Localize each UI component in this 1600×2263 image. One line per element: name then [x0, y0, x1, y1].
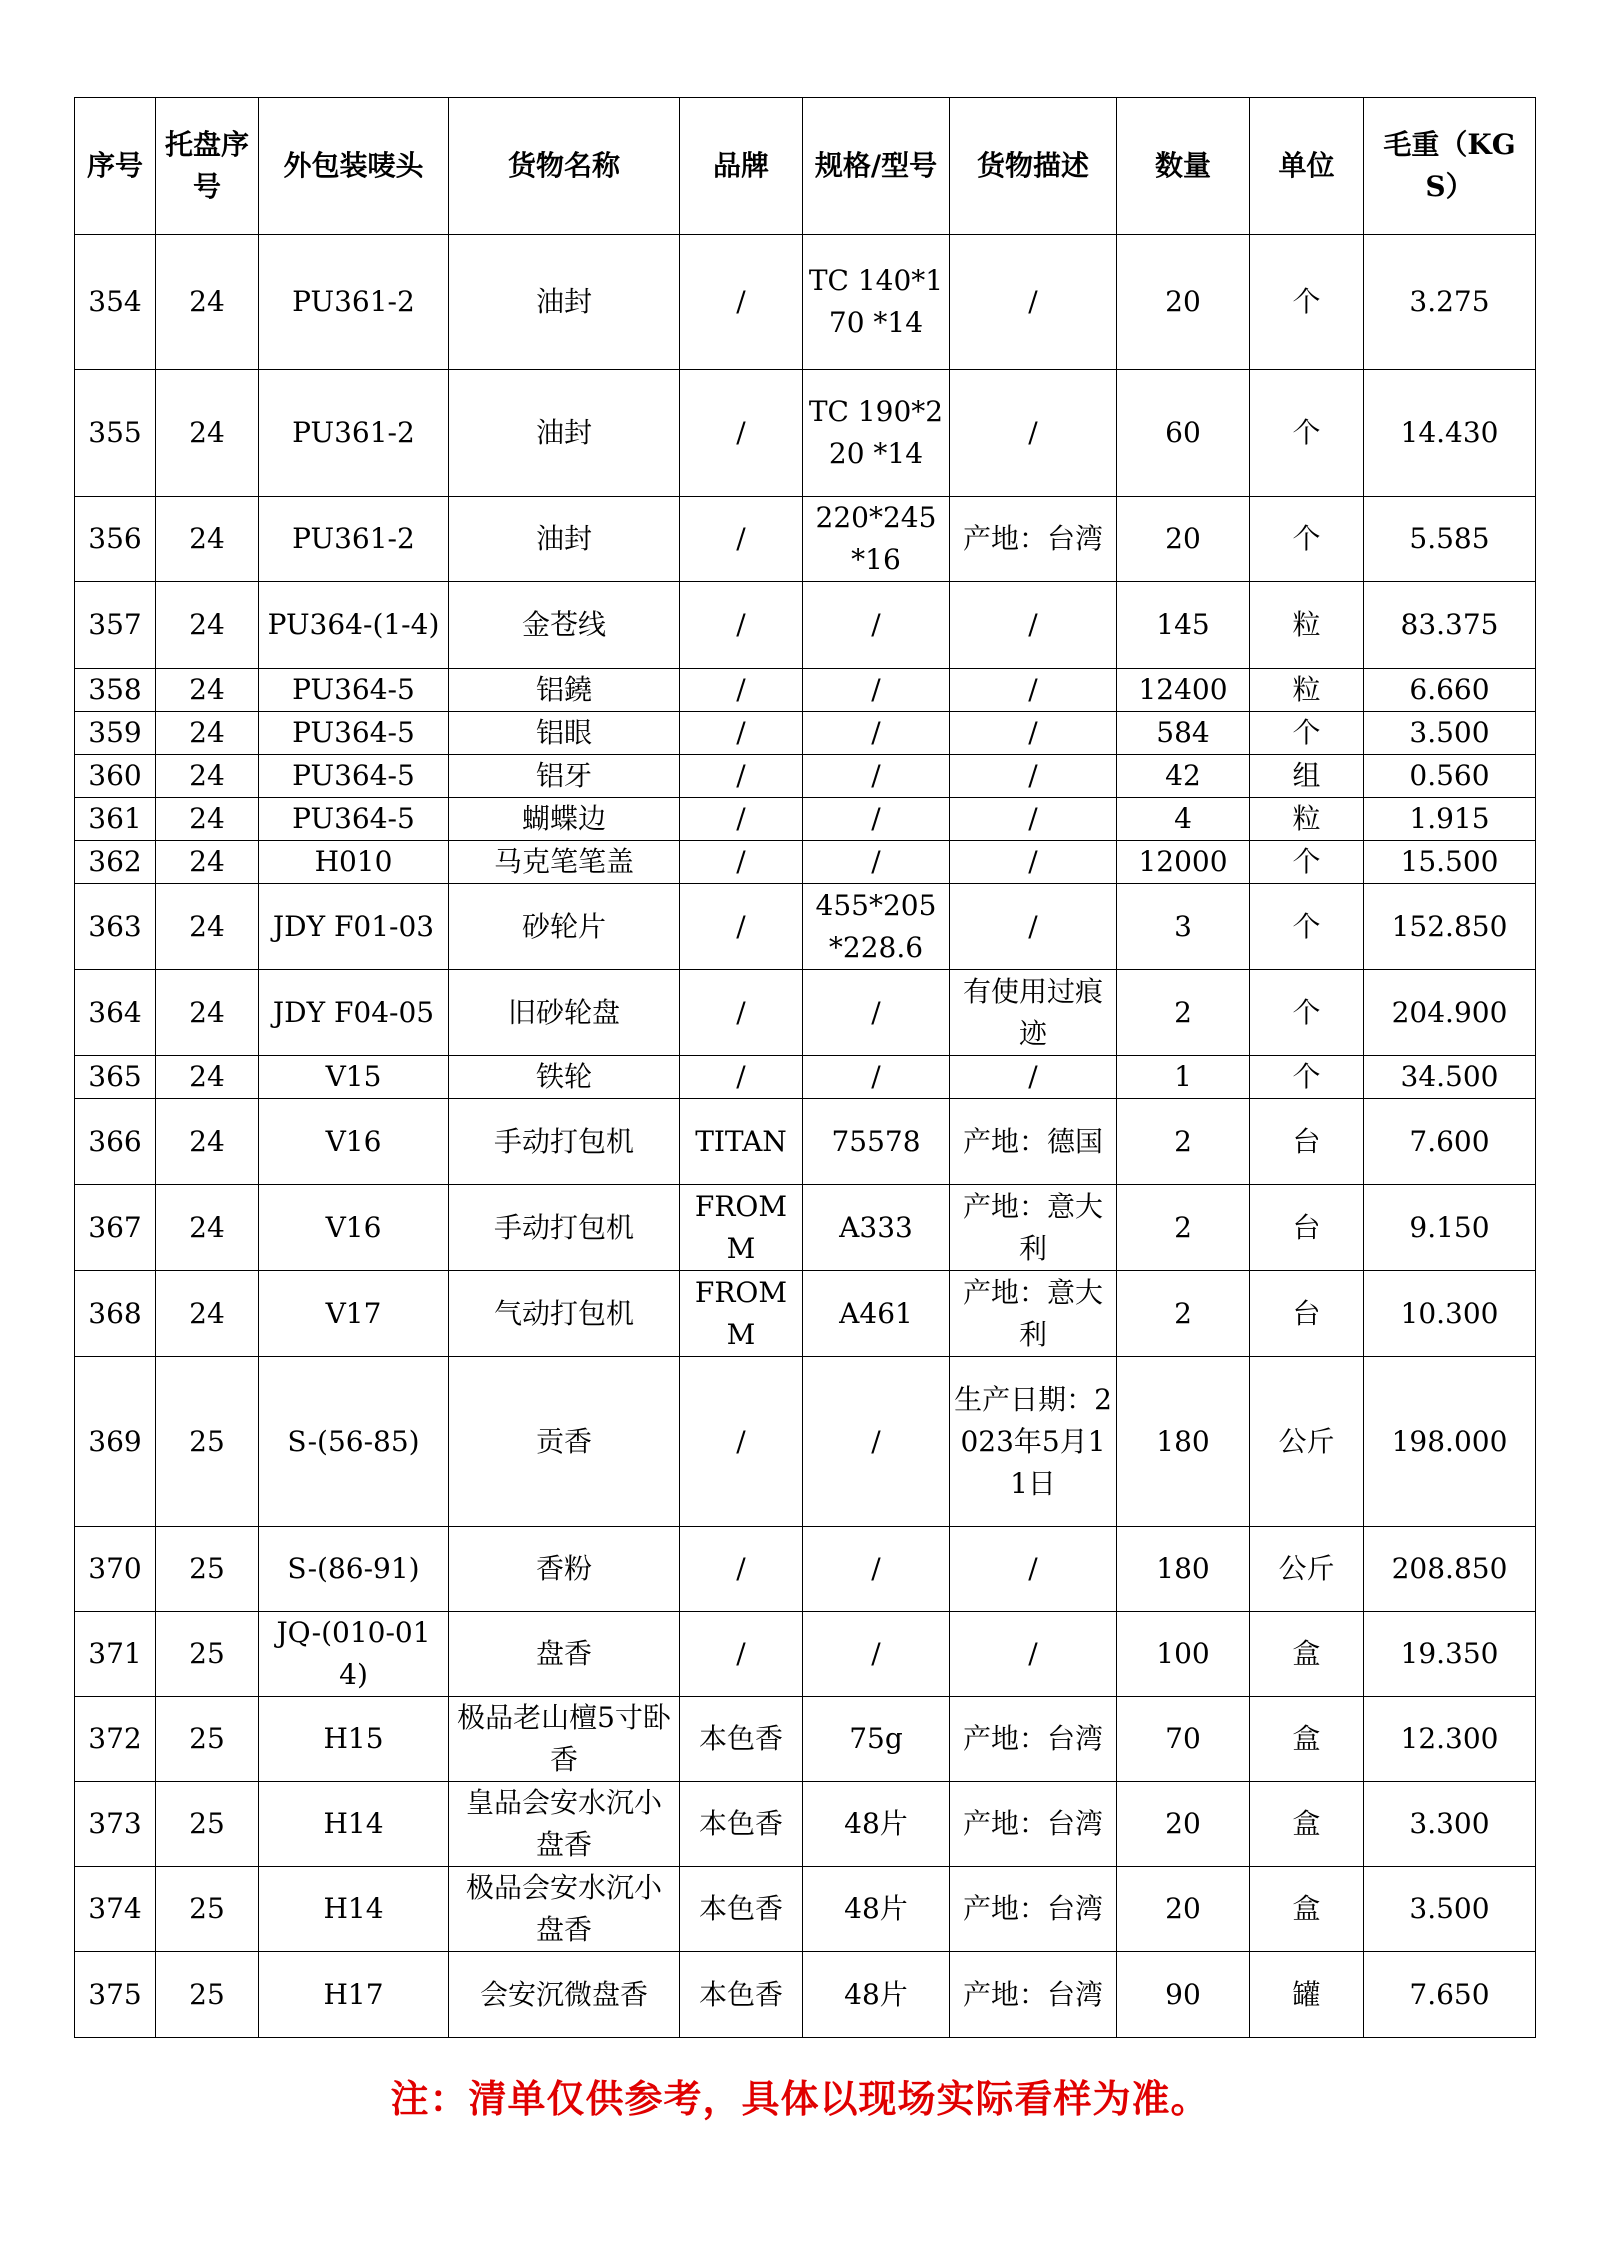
cell-spec-model: TC 190*220 *14 — [803, 370, 950, 497]
table-row — [75, 712, 1536, 755]
cell-description: / — [950, 235, 1117, 370]
table-row — [75, 1271, 1536, 1357]
cell-unit: 粒 — [1250, 669, 1364, 712]
cell-unit: 公斤 — [1250, 1357, 1364, 1527]
cell-quantity: 180 — [1117, 1527, 1250, 1612]
cell-brand: / — [680, 497, 803, 582]
cell-description: / — [950, 798, 1117, 841]
cell-gross-weight: 204.900 — [1364, 970, 1536, 1056]
cell-goods-name: 旧砂轮盘 — [449, 970, 680, 1056]
cell-brand: / — [680, 1056, 803, 1099]
cell-goods-name: 气动打包机 — [449, 1271, 680, 1357]
cell-description: / — [950, 884, 1117, 970]
cell-gross-weight: 10.300 — [1364, 1271, 1536, 1357]
cell-spec-model: / — [803, 582, 950, 669]
cell-pallet-no: 24 — [156, 582, 259, 669]
cell-quantity: 584 — [1117, 712, 1250, 755]
cell-goods-name: 油封 — [449, 370, 680, 497]
cell-pallet-no: 25 — [156, 1782, 259, 1867]
cell-unit: 粒 — [1250, 582, 1364, 669]
cell-brand: / — [680, 1612, 803, 1697]
cell-quantity: 20 — [1117, 497, 1250, 582]
cell-quantity: 1 — [1117, 1056, 1250, 1099]
cell-brand: TITAN — [680, 1099, 803, 1185]
cell-brand: FROMM — [680, 1271, 803, 1357]
cell-unit: 罐 — [1250, 1952, 1364, 2038]
table-row — [75, 1185, 1536, 1271]
cell-quantity: 2 — [1117, 1271, 1250, 1357]
cell-description: / — [950, 755, 1117, 798]
cell-pallet-no: 25 — [156, 1357, 259, 1527]
table-header-row — [75, 98, 1536, 235]
cell-index: 368 — [75, 1271, 156, 1357]
cell-goods-name: 金苍线 — [449, 582, 680, 669]
cell-spec-model: 48片 — [803, 1782, 950, 1867]
cell-brand: / — [680, 755, 803, 798]
cell-quantity: 4 — [1117, 798, 1250, 841]
cell-unit: 组 — [1250, 755, 1364, 798]
cell-quantity: 12000 — [1117, 841, 1250, 884]
cell-index: 372 — [75, 1697, 156, 1782]
header-description: 货物描述 — [950, 98, 1117, 235]
cell-brand: / — [680, 235, 803, 370]
cell-spec-model: A461 — [803, 1271, 950, 1357]
cell-goods-name: 极品老山檀5寸卧香 — [449, 1697, 680, 1782]
cell-index: 374 — [75, 1867, 156, 1952]
cell-shipping-mark: S-(86-91) — [259, 1527, 449, 1612]
cell-gross-weight: 9.150 — [1364, 1185, 1536, 1271]
cell-spec-model: / — [803, 970, 950, 1056]
table-row — [75, 884, 1536, 970]
cell-shipping-mark: H17 — [259, 1952, 449, 2038]
cell-brand: 本色香 — [680, 1782, 803, 1867]
cell-description: 产地：台湾 — [950, 497, 1117, 582]
cell-spec-model: TC 140*170 *14 — [803, 235, 950, 370]
cell-index: 365 — [75, 1056, 156, 1099]
cell-index: 359 — [75, 712, 156, 755]
cell-spec-model: 75578 — [803, 1099, 950, 1185]
cell-brand: 本色香 — [680, 1952, 803, 2038]
cell-shipping-mark: V16 — [259, 1099, 449, 1185]
footer-note: 注：清单仅供参考，具体以现场实际看样为准。 — [390, 2077, 1210, 2121]
cell-goods-name: 香粉 — [449, 1527, 680, 1612]
cell-brand: / — [680, 1527, 803, 1612]
cell-pallet-no: 25 — [156, 1612, 259, 1697]
cell-brand: / — [680, 669, 803, 712]
cell-unit: 公斤 — [1250, 1527, 1364, 1612]
cell-goods-name: 盘香 — [449, 1612, 680, 1697]
cell-goods-name: 油封 — [449, 497, 680, 582]
cell-description: 产地：意大利 — [950, 1271, 1117, 1357]
cell-index: 371 — [75, 1612, 156, 1697]
cell-spec-model: 455*205 *228.6 — [803, 884, 950, 970]
table-row — [75, 1612, 1536, 1697]
cell-goods-name: 砂轮片 — [449, 884, 680, 970]
cell-spec-model: 220*245 *16 — [803, 497, 950, 582]
table-row — [75, 1952, 1536, 2038]
cell-gross-weight: 198.000 — [1364, 1357, 1536, 1527]
header-shipping-mark: 外包装唛头 — [259, 98, 449, 235]
cell-shipping-mark: V15 — [259, 1056, 449, 1099]
cell-unit: 个 — [1250, 970, 1364, 1056]
cell-pallet-no: 24 — [156, 1056, 259, 1099]
cell-description: 产地：台湾 — [950, 1952, 1117, 2038]
cell-description: / — [950, 1527, 1117, 1612]
table-body — [75, 235, 1536, 2038]
cell-index: 373 — [75, 1782, 156, 1867]
cell-spec-model: / — [803, 841, 950, 884]
header-index: 序号 — [75, 98, 156, 235]
cell-quantity: 20 — [1117, 235, 1250, 370]
cell-goods-name: 极品会安水沉小盘香 — [449, 1867, 680, 1952]
cell-quantity: 20 — [1117, 1867, 1250, 1952]
cell-pallet-no: 25 — [156, 1867, 259, 1952]
table-row — [75, 1099, 1536, 1185]
cell-pallet-no: 24 — [156, 669, 259, 712]
cell-quantity: 12400 — [1117, 669, 1250, 712]
cell-spec-model: A333 — [803, 1185, 950, 1271]
header-spec-model: 规格/型号 — [803, 98, 950, 235]
cell-description: / — [950, 841, 1117, 884]
cell-pallet-no: 25 — [156, 1697, 259, 1782]
cell-brand: / — [680, 884, 803, 970]
cell-spec-model: / — [803, 1612, 950, 1697]
cell-gross-weight: 1.915 — [1364, 798, 1536, 841]
table-row — [75, 1527, 1536, 1612]
cell-gross-weight: 12.300 — [1364, 1697, 1536, 1782]
cell-shipping-mark: JQ-(010-014) — [259, 1612, 449, 1697]
cell-index: 354 — [75, 235, 156, 370]
cell-goods-name: 皇品会安水沉小盘香 — [449, 1782, 680, 1867]
cell-shipping-mark: V17 — [259, 1271, 449, 1357]
cell-description: / — [950, 1612, 1117, 1697]
cell-index: 367 — [75, 1185, 156, 1271]
table-row — [75, 1697, 1536, 1782]
cell-unit: 粒 — [1250, 798, 1364, 841]
cell-quantity: 3 — [1117, 884, 1250, 970]
cell-shipping-mark: V16 — [259, 1185, 449, 1271]
cell-index: 369 — [75, 1357, 156, 1527]
cell-pallet-no: 24 — [156, 1271, 259, 1357]
cell-shipping-mark: PU361-2 — [259, 497, 449, 582]
cell-spec-model: / — [803, 669, 950, 712]
cell-index: 375 — [75, 1952, 156, 2038]
cell-gross-weight: 6.660 — [1364, 669, 1536, 712]
cell-pallet-no: 24 — [156, 370, 259, 497]
cell-brand: / — [680, 370, 803, 497]
table-row — [75, 370, 1536, 497]
cell-spec-model: / — [803, 755, 950, 798]
cell-goods-name: 铁轮 — [449, 1056, 680, 1099]
cell-index: 363 — [75, 884, 156, 970]
cell-description: / — [950, 712, 1117, 755]
table-row — [75, 1357, 1536, 1527]
cell-pallet-no: 25 — [156, 1952, 259, 2038]
cell-description: 产地：意大利 — [950, 1185, 1117, 1271]
cell-pallet-no: 24 — [156, 1099, 259, 1185]
cell-unit: 个 — [1250, 884, 1364, 970]
cell-goods-name: 手动打包机 — [449, 1099, 680, 1185]
cell-description: 产地：台湾 — [950, 1697, 1117, 1782]
header-unit: 单位 — [1250, 98, 1364, 235]
cell-gross-weight: 3.300 — [1364, 1782, 1536, 1867]
cell-quantity: 42 — [1117, 755, 1250, 798]
cell-shipping-mark: H15 — [259, 1697, 449, 1782]
cell-description: / — [950, 370, 1117, 497]
cell-goods-name: 铝鐃 — [449, 669, 680, 712]
cell-gross-weight: 3.500 — [1364, 1867, 1536, 1952]
cell-quantity: 70 — [1117, 1697, 1250, 1782]
cell-goods-name: 蝴蝶边 — [449, 798, 680, 841]
cell-gross-weight: 3.275 — [1364, 235, 1536, 370]
cell-description: / — [950, 1056, 1117, 1099]
cell-quantity: 20 — [1117, 1782, 1250, 1867]
cell-gross-weight: 7.650 — [1364, 1952, 1536, 2038]
cell-unit: 个 — [1250, 497, 1364, 582]
cell-index: 364 — [75, 970, 156, 1056]
cell-unit: 盒 — [1250, 1867, 1364, 1952]
cell-brand: 本色香 — [680, 1697, 803, 1782]
cell-pallet-no: 24 — [156, 712, 259, 755]
table-row — [75, 235, 1536, 370]
header-gross-weight: 毛重（KGS） — [1364, 98, 1536, 235]
cell-quantity: 145 — [1117, 582, 1250, 669]
cell-gross-weight: 3.500 — [1364, 712, 1536, 755]
cell-description: 有使用过痕迹 — [950, 970, 1117, 1056]
cell-spec-model: / — [803, 798, 950, 841]
table-row — [75, 669, 1536, 712]
cell-pallet-no: 24 — [156, 235, 259, 370]
cell-gross-weight: 83.375 — [1364, 582, 1536, 669]
table-row — [75, 755, 1536, 798]
table-row — [75, 798, 1536, 841]
cell-index: 355 — [75, 370, 156, 497]
cell-gross-weight: 7.600 — [1364, 1099, 1536, 1185]
cell-shipping-mark: JDY F01-03 — [259, 884, 449, 970]
cell-gross-weight: 152.850 — [1364, 884, 1536, 970]
cell-shipping-mark: H14 — [259, 1782, 449, 1867]
cell-pallet-no: 24 — [156, 884, 259, 970]
cell-pallet-no: 24 — [156, 755, 259, 798]
cell-goods-name: 手动打包机 — [449, 1185, 680, 1271]
cell-unit: 台 — [1250, 1099, 1364, 1185]
cell-index: 357 — [75, 582, 156, 669]
cell-goods-name: 铝眼 — [449, 712, 680, 755]
table-row — [75, 497, 1536, 582]
table-row — [75, 1782, 1536, 1867]
cell-pallet-no: 24 — [156, 798, 259, 841]
cell-gross-weight: 0.560 — [1364, 755, 1536, 798]
cell-unit: 台 — [1250, 1271, 1364, 1357]
cell-brand: / — [680, 970, 803, 1056]
cell-shipping-mark: H010 — [259, 841, 449, 884]
cell-quantity: 2 — [1117, 970, 1250, 1056]
cell-unit: 个 — [1250, 712, 1364, 755]
cell-pallet-no: 24 — [156, 970, 259, 1056]
table-row — [75, 970, 1536, 1056]
cell-spec-model: 48片 — [803, 1952, 950, 2038]
cell-shipping-mark: PU364-5 — [259, 755, 449, 798]
cargo-list-table — [74, 97, 1536, 2038]
cell-unit: 台 — [1250, 1185, 1364, 1271]
cell-goods-name: 铝牙 — [449, 755, 680, 798]
cell-unit: 个 — [1250, 370, 1364, 497]
cell-shipping-mark: JDY F04-05 — [259, 970, 449, 1056]
cell-gross-weight: 19.350 — [1364, 1612, 1536, 1697]
cell-pallet-no: 24 — [156, 1185, 259, 1271]
cell-goods-name: 马克笔笔盖 — [449, 841, 680, 884]
cell-pallet-no: 24 — [156, 497, 259, 582]
cell-shipping-mark: PU364-5 — [259, 798, 449, 841]
cell-quantity: 180 — [1117, 1357, 1250, 1527]
cell-gross-weight: 15.500 — [1364, 841, 1536, 884]
cell-index: 370 — [75, 1527, 156, 1612]
cell-description: / — [950, 582, 1117, 669]
cell-goods-name: 会安沉微盘香 — [449, 1952, 680, 2038]
cell-shipping-mark: H14 — [259, 1867, 449, 1952]
table-row — [75, 841, 1536, 884]
cell-quantity: 2 — [1117, 1185, 1250, 1271]
cell-pallet-no: 25 — [156, 1527, 259, 1612]
cell-brand: / — [680, 582, 803, 669]
table-row — [75, 1867, 1536, 1952]
cell-gross-weight: 14.430 — [1364, 370, 1536, 497]
cell-index: 356 — [75, 497, 156, 582]
table-row — [75, 1056, 1536, 1099]
cell-spec-model: 75g — [803, 1697, 950, 1782]
cell-spec-model: / — [803, 1357, 950, 1527]
cell-index: 360 — [75, 755, 156, 798]
cell-quantity: 2 — [1117, 1099, 1250, 1185]
cell-unit: 个 — [1250, 841, 1364, 884]
cell-index: 366 — [75, 1099, 156, 1185]
cell-shipping-mark: S-(56-85) — [259, 1357, 449, 1527]
cell-quantity: 60 — [1117, 370, 1250, 497]
cell-goods-name: 油封 — [449, 235, 680, 370]
cell-brand: 本色香 — [680, 1867, 803, 1952]
cell-spec-model: / — [803, 712, 950, 755]
cell-unit: 个 — [1250, 1056, 1364, 1099]
cell-description: 产地：台湾 — [950, 1782, 1117, 1867]
cell-brand: / — [680, 841, 803, 884]
cell-description: 生产日期：2023年5月11日 — [950, 1357, 1117, 1527]
cell-goods-name: 贡香 — [449, 1357, 680, 1527]
cell-description: 产地：台湾 — [950, 1867, 1117, 1952]
cell-unit: 个 — [1250, 235, 1364, 370]
cell-gross-weight: 5.585 — [1364, 497, 1536, 582]
cell-shipping-mark: PU364-5 — [259, 712, 449, 755]
cell-spec-model: / — [803, 1056, 950, 1099]
cell-index: 361 — [75, 798, 156, 841]
cell-quantity: 90 — [1117, 1952, 1250, 2038]
cell-description: 产地：德国 — [950, 1099, 1117, 1185]
header-brand: 品牌 — [680, 98, 803, 235]
table-row — [75, 582, 1536, 669]
cell-gross-weight: 208.850 — [1364, 1527, 1536, 1612]
cell-description: / — [950, 669, 1117, 712]
cell-shipping-mark: PU364-(1-4) — [259, 582, 449, 669]
header-quantity: 数量 — [1117, 98, 1250, 235]
cell-index: 362 — [75, 841, 156, 884]
cell-shipping-mark: PU361-2 — [259, 370, 449, 497]
cell-brand: / — [680, 1357, 803, 1527]
cell-unit: 盒 — [1250, 1612, 1364, 1697]
header-pallet-no: 托盘序号 — [156, 98, 259, 235]
cell-gross-weight: 34.500 — [1364, 1056, 1536, 1099]
cell-brand: FROMM — [680, 1185, 803, 1271]
cell-spec-model: / — [803, 1527, 950, 1612]
cell-unit: 盒 — [1250, 1782, 1364, 1867]
cell-index: 358 — [75, 669, 156, 712]
cell-spec-model: 48片 — [803, 1867, 950, 1952]
cell-quantity: 100 — [1117, 1612, 1250, 1697]
cell-brand: / — [680, 798, 803, 841]
header-goods-name: 货物名称 — [449, 98, 680, 235]
cell-unit: 盒 — [1250, 1697, 1364, 1782]
cell-shipping-mark: PU364-5 — [259, 669, 449, 712]
cell-shipping-mark: PU361-2 — [259, 235, 449, 370]
cell-brand: / — [680, 712, 803, 755]
cell-pallet-no: 24 — [156, 841, 259, 884]
